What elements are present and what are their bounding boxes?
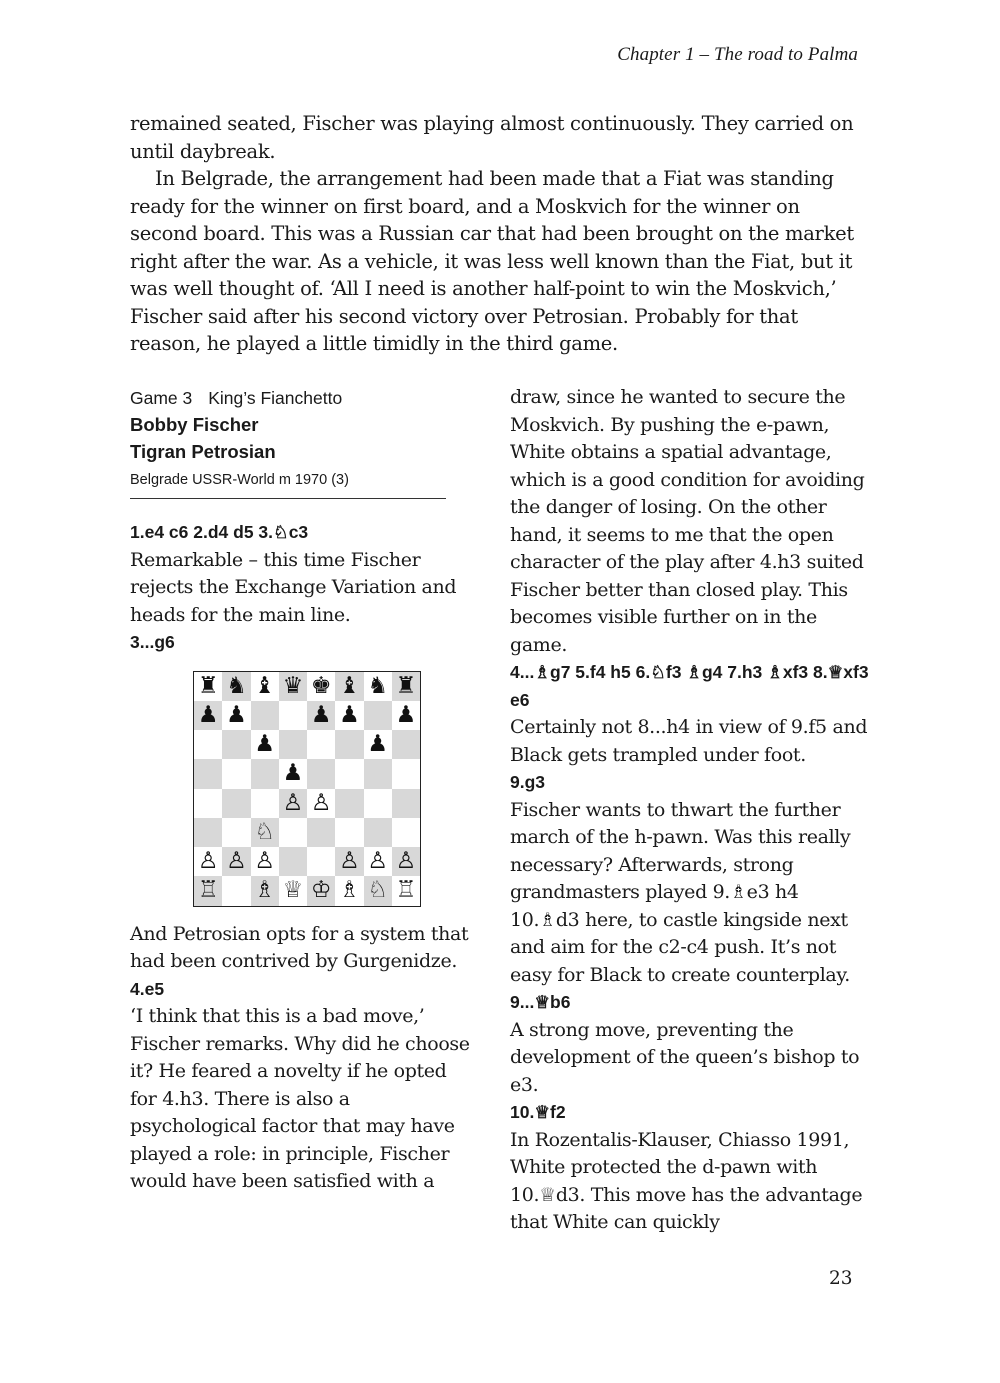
annotation-text: Fischer wants to thwart the further march of the h-pawn. Was this really necessary? Afterwards, strong grandmasters played 9.♗e3 h4 10.♗d3 here, to castle kingside next and aim for the c2-c4 push. It’s not easy for Black to create counterplay. — [510, 798, 851, 986]
board-square — [392, 730, 420, 759]
board-square — [335, 730, 363, 759]
board-square: ♛ — [279, 672, 307, 701]
board-square — [364, 818, 392, 847]
board-square — [279, 847, 307, 876]
board-square — [364, 701, 392, 730]
board-square: ♟ — [335, 701, 363, 730]
board-square — [335, 818, 363, 847]
board-square — [279, 701, 307, 730]
board-square: ♙ — [222, 847, 250, 876]
board-square — [335, 789, 363, 818]
intro-text — [130, 110, 870, 358]
board-square: ♟ — [251, 730, 279, 759]
board-square: ♟ — [364, 730, 392, 759]
board-square: ♟ — [222, 701, 250, 730]
move-line: 4...♗g7 5.f4 h5 6.♘f3 ♗g4 7.h3 ♗xf3 8.♕xf3 e6 — [510, 662, 869, 710]
move-line: 10.♕f2 — [510, 1102, 566, 1122]
board-square — [251, 789, 279, 818]
board-square — [222, 759, 250, 788]
board-square: ♞ — [364, 672, 392, 701]
board-square: ♟ — [392, 701, 420, 730]
board-square: ♙ — [194, 847, 222, 876]
board-square — [307, 759, 335, 788]
board-square: ♖ — [194, 876, 222, 905]
intro-paragraph-2: In Belgrade, the arrangement had been made that a Fiat was standing ready for the winner on first board, and a Moskvich for the winner on second board. This was a Russian car that had been brought on the market right after the war. As a vehicle, it was less well known than the Fiat, but it was well thought of. ‘All I need is another half-point to win the Moskvich,’ Fischer said after his second victory over Petrosian. Probably for that reason, he played a little timidly in the third game. — [130, 167, 854, 355]
annotation-text: draw, since he wanted to secure the Moskvich. By pushing the e-pawn, White obtains a spatial advantage, which is a good condition for avoiding the danger of losing. On the other hand, it seems to me that the open character of the play after 4.h3 suited Fischer better than closed play. This becomes visible further on in the game. — [510, 386, 865, 656]
board-square: ♖ — [392, 876, 420, 905]
board-square — [194, 730, 222, 759]
board-square — [364, 759, 392, 788]
move-line: 3...g6 — [130, 632, 175, 652]
board-square: ♞ — [222, 672, 250, 701]
annotation-text: Certainly not 8...h4 in view of 9.f5 and Black gets trampled under foot. — [510, 716, 868, 766]
board-square — [251, 701, 279, 730]
board-square — [222, 730, 250, 759]
spacer — [130, 499, 475, 519]
white-player: Bobby Fischer — [130, 414, 259, 435]
board-square: ♚ — [307, 672, 335, 701]
annotation-text: Remarkable – this time Fischer rejects the Exchange Variation and heads for the main line. — [130, 548, 457, 626]
board-square — [194, 818, 222, 847]
right-column — [510, 384, 870, 1237]
board-square: ♔ — [307, 876, 335, 905]
board-square: ♙ — [364, 847, 392, 876]
board-square — [194, 789, 222, 818]
move-line: 4.e5 — [130, 978, 165, 999]
move-line: 9.g3 — [510, 772, 546, 792]
board-square — [307, 818, 335, 847]
board-square: ♙ — [279, 789, 307, 818]
annotation-text: And Petrosian opts for a system that had been contrived by Gurgenidze. — [130, 922, 469, 972]
board-square — [279, 730, 307, 759]
board-square — [307, 847, 335, 876]
board-square: ♜ — [392, 672, 420, 701]
board-square: ♗ — [335, 876, 363, 905]
board-square — [364, 789, 392, 818]
event-info: Belgrade USSR-World m 1970 (3) — [130, 469, 446, 499]
board-square: ♘ — [364, 876, 392, 905]
game-heading — [130, 386, 475, 411]
annotation-text: In Rozentalis-Klauser, Chiasso 1991, White protected the d-pawn with 10.♕d3. This move has the advantage that White can quickly — [510, 1128, 863, 1233]
chess-diagram — [193, 671, 421, 907]
intro-paragraph-1: remained seated, Fischer was playing almost continuously. They carried on until daybreak. — [130, 112, 854, 163]
board-square — [251, 759, 279, 788]
board-square — [335, 759, 363, 788]
board-square: ♙ — [392, 847, 420, 876]
board-square: ♕ — [279, 876, 307, 905]
board-square — [222, 818, 250, 847]
game-number: Game 3 — [130, 388, 193, 408]
board-square: ♙ — [251, 847, 279, 876]
right-annotation-flow — [510, 384, 870, 1237]
board-square: ♟ — [194, 701, 222, 730]
board-square — [222, 789, 250, 818]
board-square — [222, 876, 250, 905]
board-square: ♟ — [279, 759, 307, 788]
move-line: 9...♕b6 — [510, 992, 571, 1012]
board-square — [307, 730, 335, 759]
board-square: ♝ — [335, 672, 363, 701]
board-square: ♙ — [335, 847, 363, 876]
board-square: ♘ — [251, 818, 279, 847]
board-square — [392, 789, 420, 818]
board-square: ♙ — [307, 789, 335, 818]
board-square: ♗ — [251, 876, 279, 905]
left-column — [130, 386, 475, 1196]
black-player: Tigran Petrosian — [130, 441, 276, 462]
board-square: ♟ — [307, 701, 335, 730]
opening-name: King’s Fianchetto — [208, 388, 343, 408]
board-square — [392, 818, 420, 847]
annotation-text: A strong move, preventing the development of the queen’s bishop to e3. — [510, 1018, 860, 1096]
board-square — [392, 759, 420, 788]
board-square: ♝ — [251, 672, 279, 701]
board-square: ♜ — [194, 672, 222, 701]
board-square — [194, 759, 222, 788]
running-header: Chapter 1 – The road to Palma — [617, 44, 858, 65]
move-line: 1.e4 c6 2.d4 d5 3.♘c3 — [130, 522, 309, 542]
annotation-text: ‘I think that this is a bad move,’ Fischer remarks. Why did he choose it? He feared a novelty if he opted for 4.h3. There is also a psychological factor that may have played a role: in principle, Fischer would have been satisfied with a — [130, 1005, 470, 1192]
page-number: 23 — [829, 1268, 853, 1289]
left-annotation-flow — [130, 519, 475, 1196]
board-square — [279, 818, 307, 847]
